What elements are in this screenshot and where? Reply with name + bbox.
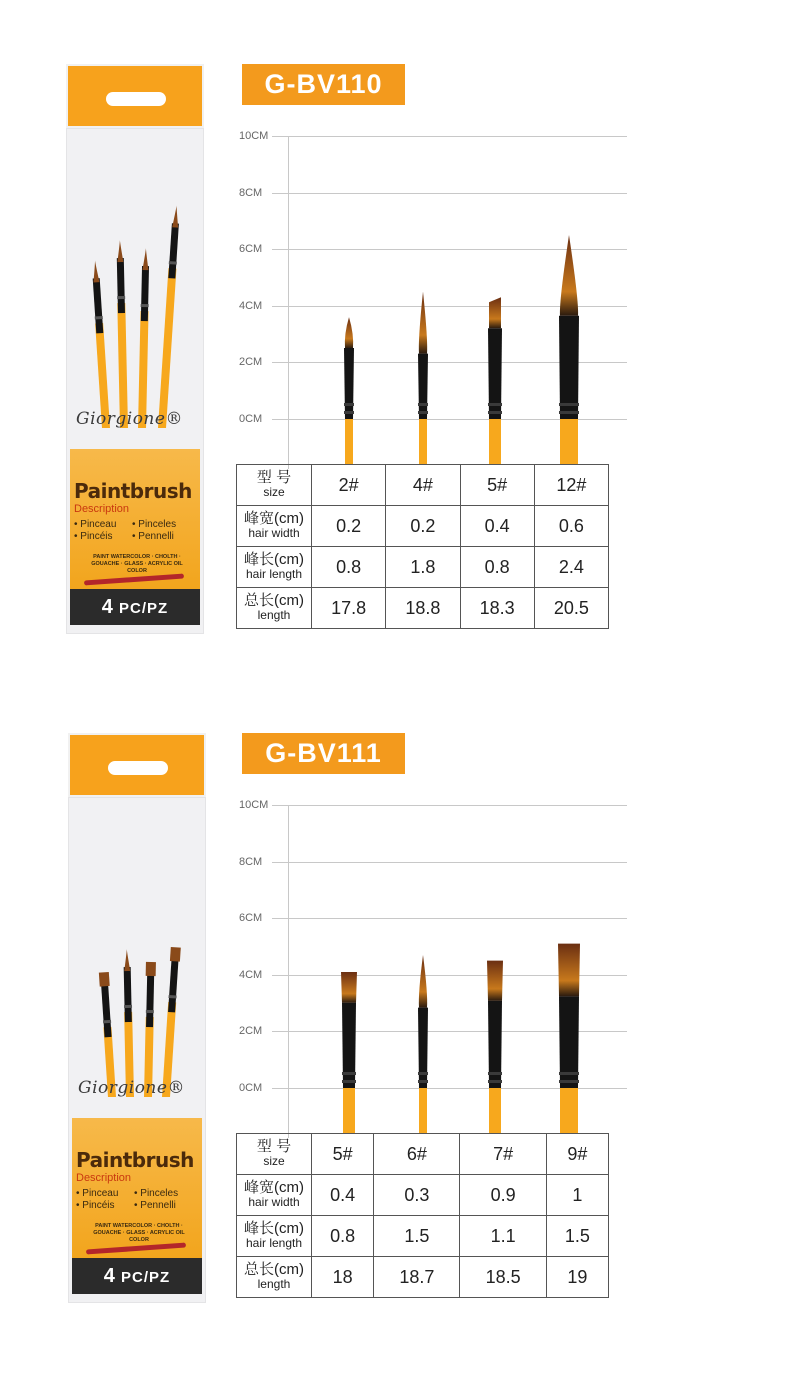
row-header-en: length	[257, 608, 291, 622]
brush-5	[341, 972, 357, 1133]
lang-item: • Pincéis	[74, 531, 113, 542]
row-header-cn: 型 号	[256, 469, 292, 486]
table-cell: 20.5	[534, 588, 608, 629]
lang-item: • Pincéis	[76, 1200, 115, 1211]
table-cell: 4#	[386, 465, 460, 506]
y-tick-label: 8CM	[239, 855, 263, 868]
row-header-en: hair width	[248, 1195, 300, 1209]
package-brush	[152, 205, 180, 428]
table-cell: 18.8	[386, 588, 460, 629]
paint-stroke-decoration	[86, 1243, 186, 1255]
table-cell: 5#	[460, 465, 534, 506]
brush-illustrations	[232, 124, 632, 464]
row-header-cn: 总长(cm)	[244, 1261, 304, 1278]
package-image	[66, 64, 204, 634]
y-tick-label: 2CM	[239, 356, 263, 369]
row-header-cn: 型 号	[256, 1138, 292, 1155]
table-row	[237, 465, 609, 506]
table-row	[237, 1134, 609, 1175]
brush-7	[487, 961, 503, 1133]
product-name: Paintbrush	[76, 1148, 194, 1172]
table-row	[237, 506, 609, 547]
y-tick-label: 10CM	[239, 130, 269, 142]
spec-table-body	[237, 465, 609, 629]
table-row	[237, 1216, 609, 1257]
usage-small-print: PAINT WATERCOLOR · CHOLTH · GOUACHE · GLASS · ACRYLIC OIL COLOR	[91, 554, 183, 574]
row-header-en: hair length	[245, 1236, 303, 1250]
product-section-bv111	[0, 733, 790, 1373]
table-cell: 1.5	[546, 1216, 608, 1257]
description-label: Description	[74, 503, 130, 515]
package-brush	[139, 962, 156, 1097]
lang-item: • Pinceau	[76, 1188, 119, 1199]
row-header-cn: 峰长(cm)	[244, 1220, 304, 1237]
package-brushes	[68, 797, 206, 1097]
package-brushes	[66, 128, 204, 428]
table-cell: 18.3	[460, 588, 534, 629]
row-header-en: hair length	[245, 567, 303, 581]
table-cell: 1.1	[460, 1216, 546, 1257]
usage-small-print: PAINT WATERCOLOR · CHOLTH · GOUACHE · GLASS · ACRYLIC OIL COLOR	[93, 1223, 185, 1243]
product-section-bv110	[0, 64, 790, 704]
row-header	[237, 1216, 312, 1257]
row-header-en: length	[257, 1277, 291, 1291]
table-cell: 0.2	[386, 506, 460, 547]
table-cell: 0.3	[374, 1175, 460, 1216]
y-tick-label: 4CM	[239, 299, 263, 312]
row-header	[237, 1134, 312, 1175]
table-cell: 18	[312, 1257, 374, 1298]
table-cell: 1.8	[386, 547, 460, 588]
table-cell: 0.6	[534, 506, 608, 547]
package-image	[68, 733, 206, 1303]
table-cell: 0.8	[312, 547, 386, 588]
package-brush	[123, 949, 138, 1097]
hanger-hole	[108, 761, 168, 775]
brush-9	[558, 944, 580, 1133]
lang-item: • Pennelli	[134, 1200, 176, 1211]
y-tick-label: 2CM	[239, 1025, 263, 1038]
table-cell: 17.8	[312, 588, 386, 629]
brand-logo: Giorgione®	[78, 1078, 185, 1098]
product-name: Paintbrush	[74, 479, 192, 503]
brand-logo: Giorgione®	[76, 409, 183, 429]
paint-stroke-decoration	[84, 574, 184, 586]
piece-count-badge: 4 PC/PZ	[70, 589, 200, 625]
table-cell: 6#	[374, 1134, 460, 1175]
row-header-cn: 峰长(cm)	[244, 551, 304, 568]
row-header	[237, 588, 312, 629]
table-cell: 1.5	[374, 1216, 460, 1257]
spec-table	[236, 1133, 609, 1298]
language-list	[74, 519, 200, 543]
y-tick-label: 0CM	[239, 1082, 263, 1094]
table-cell: 2.4	[534, 547, 608, 588]
row-header-en: size	[263, 485, 285, 499]
package-brush	[116, 240, 131, 428]
row-header	[237, 547, 312, 588]
y-tick-label: 10CM	[239, 799, 269, 811]
row-header-cn: 总长(cm)	[244, 592, 304, 609]
y-tick-label: 8CM	[239, 186, 263, 199]
table-cell: 0.8	[460, 547, 534, 588]
lang-item: • Pinceau	[74, 519, 117, 530]
table-cell: 9#	[546, 1134, 608, 1175]
row-header-en: size	[263, 1154, 285, 1168]
table-cell: 12#	[534, 465, 608, 506]
y-tick-label: 6CM	[239, 243, 263, 256]
table-row	[237, 547, 609, 588]
row-header-cn: 峰宽(cm)	[244, 1179, 304, 1196]
row-header-cn: 峰宽(cm)	[244, 510, 304, 527]
description-label: Description	[76, 1172, 132, 1184]
table-cell: 18.5	[460, 1257, 546, 1298]
table-cell: 0.8	[312, 1216, 374, 1257]
y-tick-label: 4CM	[239, 968, 263, 981]
table-cell: 18.7	[374, 1257, 460, 1298]
lang-item: • Pinceles	[132, 519, 177, 530]
lang-item: • Pinceles	[134, 1188, 179, 1199]
brush-6	[418, 955, 428, 1133]
y-tick-label: 0CM	[239, 413, 263, 425]
row-header	[237, 465, 312, 506]
spec-table-body	[237, 1134, 609, 1298]
package-brush	[135, 248, 150, 428]
brush-4	[418, 292, 428, 464]
table-cell: 0.4	[312, 1175, 374, 1216]
table-cell: 0.4	[460, 506, 534, 547]
table-cell: 19	[546, 1257, 608, 1298]
table-cell: 0.2	[312, 506, 386, 547]
hanger-hole	[106, 92, 166, 106]
table-cell: 7#	[460, 1134, 546, 1175]
spec-table	[236, 464, 609, 629]
model-title: G-BV111	[242, 733, 405, 774]
package-header	[66, 64, 204, 128]
lang-item: • Pennelli	[132, 531, 174, 542]
row-header	[237, 506, 312, 547]
brush-5	[488, 297, 502, 464]
brush-illustrations	[232, 793, 632, 1133]
table-row	[237, 588, 609, 629]
piece-count-badge: 4 PC/PZ	[72, 1258, 202, 1294]
table-row	[237, 1257, 609, 1298]
brush-12	[559, 235, 579, 464]
row-header-en: hair width	[248, 526, 300, 540]
language-list	[76, 1188, 202, 1212]
package-brush	[91, 260, 119, 428]
size-chart	[232, 793, 632, 1133]
table-cell: 5#	[312, 1134, 374, 1175]
package-label	[72, 1118, 202, 1258]
y-tick-label: 6CM	[239, 912, 263, 925]
table-cell: 1	[546, 1175, 608, 1216]
size-chart	[232, 124, 632, 464]
table-cell: 0.9	[460, 1175, 546, 1216]
table-cell: 2#	[312, 465, 386, 506]
brush-2	[344, 317, 354, 464]
row-header	[237, 1175, 312, 1216]
model-title: G-BV110	[242, 64, 405, 105]
table-row	[237, 1175, 609, 1216]
row-header	[237, 1257, 312, 1298]
package-header	[68, 733, 206, 797]
package-label	[70, 449, 200, 589]
